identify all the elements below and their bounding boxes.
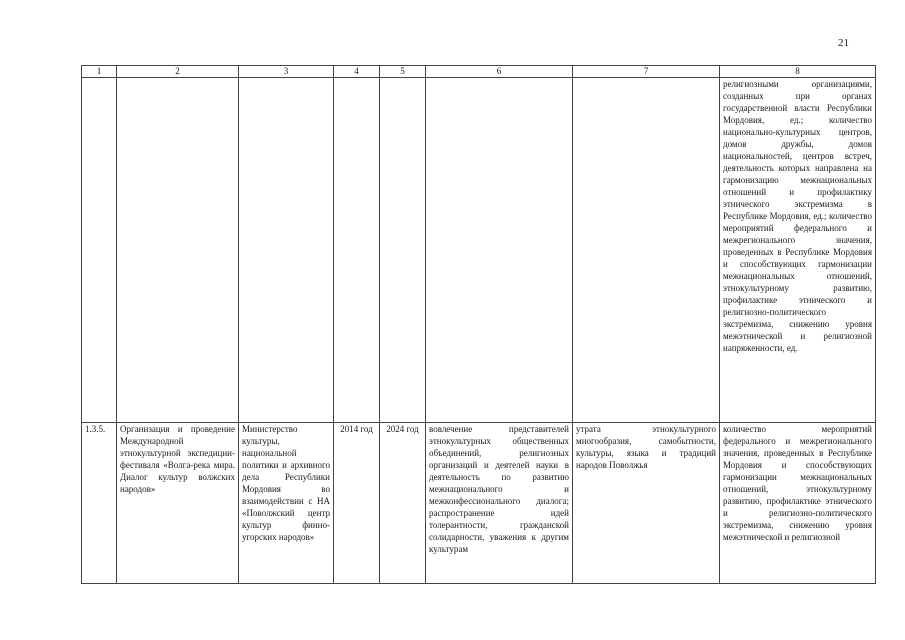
activity-name-cell: Организация и проведение Международной этнокультурной экспедиции-фестиваля «Волга-река мира. Диалог культур волжских народов» — [117, 423, 239, 584]
end-year-cell: 2024 год — [380, 423, 426, 584]
indicators-cell: количество мероприятий федерального и межрегионального значения, проведенных в Республике Мордовия и способствующих гармонизации межнациональных отношений, этнокультурному развитию, профилактике этнического и религиозно-политического экстремизма, снижению уровня межэтнической и религиозной — [720, 423, 876, 584]
column-number: 1 — [82, 66, 117, 78]
item-number-cell: 1.3.5. — [82, 423, 117, 584]
table-cell — [117, 78, 239, 423]
column-number: 6 — [426, 66, 573, 78]
table-cell — [380, 78, 426, 423]
column-number-row — [82, 66, 876, 78]
column-number: 7 — [573, 66, 720, 78]
indicators-cell: религиозными организациями, созданных при органах государственной власти Республики Мордовия, ед.; количество национально-культурных центров, домов дружбы, домов национальностей, центров встреч, деятельность которых направлена на гармонизацию межнациональных отношений и профилактику этнического экстремизма в Республике Мордовия, ед.; количество мероприятий федерального и межрегионального значения, проведенных в Республике Мордовия и способствующих гармонизации межнациональных отношений, этнокультурному развитию, профилактике этнического и религиозно-политического экстремизма, снижению уровня межэтнической и религиозной напряженности, ед. — [720, 78, 876, 423]
table-cell — [334, 78, 380, 423]
page-number: 21 — [838, 37, 849, 49]
column-number: 2 — [117, 66, 239, 78]
expected-result-cell: вовлечение представителей этнокультурных общественных объединений, религиозных организаций и деятелей науки в деятельность по развитию межнационального и межконфессионального диалога; распространение идей толерантности, гражданской солидарности, уважения к другим культурам — [426, 423, 573, 584]
table-cell — [239, 78, 334, 423]
table-cell — [426, 78, 573, 423]
column-number: 5 — [380, 66, 426, 78]
executor-cell: Министерство культуры, национальной политики и архивного дела Республики Мордовия во взаимодействии с НА «Поволжский центр культур финно-угорских народов» — [239, 423, 334, 584]
consequences-cell: утрата этнокультурного многообразия, самобытности, культуры, языка и традиций народов Поволжья — [573, 423, 720, 584]
column-number: 4 — [334, 66, 380, 78]
table-cell — [573, 78, 720, 423]
table-row — [82, 423, 876, 584]
start-year-cell: 2014 год — [334, 423, 380, 584]
column-number: 3 — [239, 66, 334, 78]
table-cell — [82, 78, 117, 423]
program-table — [81, 65, 876, 584]
continuation-row — [82, 78, 876, 423]
column-number: 8 — [720, 66, 876, 78]
